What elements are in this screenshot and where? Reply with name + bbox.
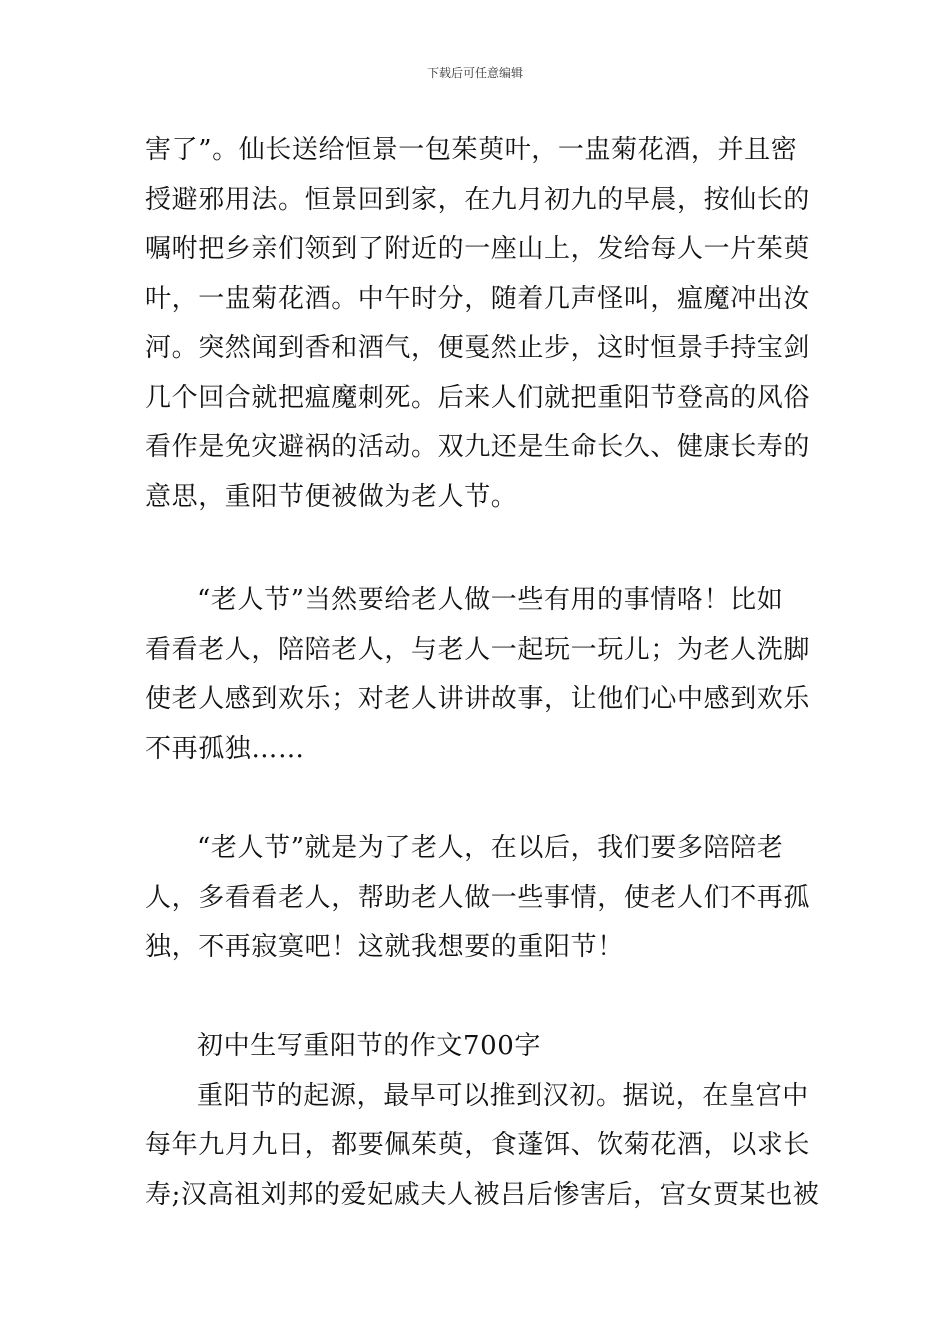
text-line: 几个回合就把瘟魔刺死。后来人们就把重阳节登高的风俗 (145, 382, 811, 413)
text-line: 重阳节的起源，最早可以推到汉初。据说，在皇宫中 (197, 1080, 809, 1111)
text-line: 授避邪用法。恒景回到家，在九月初九的早晨，按仙长的 (145, 184, 811, 215)
text-line: 河。突然闻到香和酒气，便戛然止步，这时恒景手持宝剑 (145, 333, 811, 363)
text-line: “老人节”就是为了老人，在以后，我们要多陪陪老 (197, 833, 784, 863)
text-line: 叶，一盅菊花酒。中午时分，随着几声怪叫，瘟魔冲出汝 (145, 283, 811, 314)
essay-section (145, 1022, 820, 1220)
paragraph-2 (145, 576, 815, 774)
text-line: 寿;汉高祖刘邦的爱妃戚夫人被吕后惨害后，宫女贾某也被 (145, 1179, 820, 1210)
text-line: 人，多看看老人，帮助老人做一些事情，使老人们不再孤 (145, 882, 811, 913)
paragraph-1 (145, 126, 815, 522)
page-header: 下载后可任意编辑 (426, 66, 523, 80)
text-line: 害了”。仙长送给恒景一包茱萸叶，一盅菊花酒，并且密 (145, 135, 798, 165)
text-line: 嘱咐把乡亲们领到了附近的一座山上，发给每人一片茱萸 (145, 234, 811, 264)
paragraph-3 (145, 824, 815, 973)
text-line: 独，不再寂寞吧！这就我想要的重阳节！ (145, 932, 624, 962)
text-line: 每年九月九日，都要佩茱萸，食蓬饵、饮菊花酒，以求长 (145, 1130, 811, 1160)
text-line: 意思，重阳节便被做为老人节。 (145, 481, 518, 512)
text-line: “老人节”当然要给老人做一些有用的事情咯！比如 (197, 585, 784, 615)
text-line: 看作是免灾避祸的活动。双九还是生命长久、健康长寿的 (145, 432, 811, 462)
text-line: 使老人感到欢乐；对老人讲讲故事，让他们心中感到欢乐 (145, 684, 811, 714)
text-line: 看看老人，陪陪老人，与老人一起玩一玩儿；为老人洗脚 (145, 634, 811, 665)
essay-title: 初中生写重阳节的作文700字 (197, 1031, 542, 1061)
text-line: 不再孤独…… (145, 733, 305, 764)
